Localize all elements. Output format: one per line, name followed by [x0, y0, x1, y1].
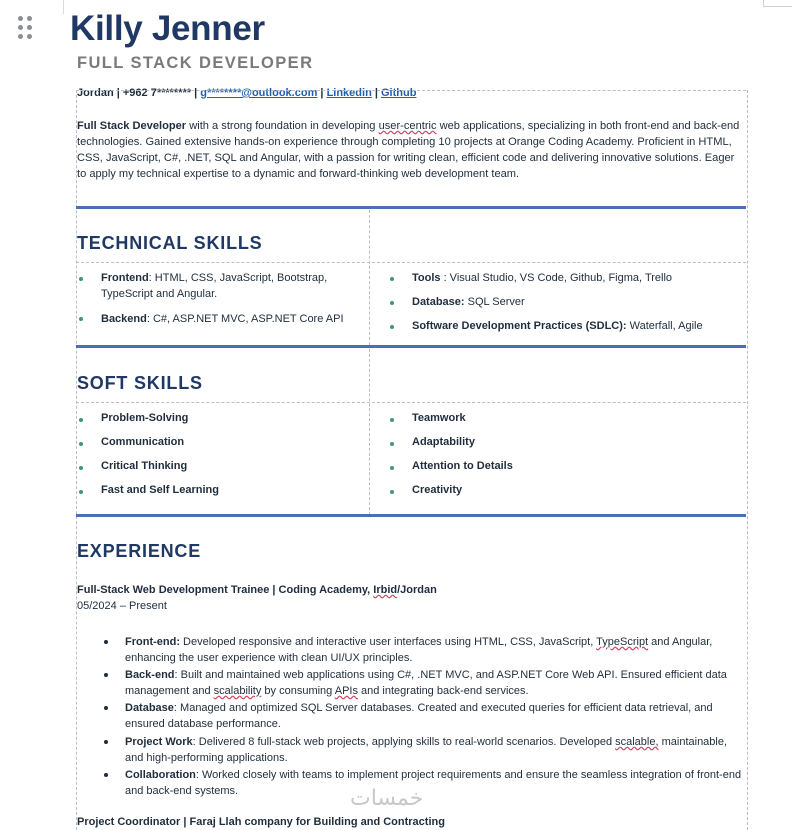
bullet-icon [104, 673, 108, 677]
bullet-icon [104, 773, 108, 777]
bullet-icon [390, 277, 394, 281]
candidate-role: FULL STACK DEVELOPER [77, 54, 314, 72]
page-corner-mark [763, 0, 792, 7]
linkedin-link[interactable]: Linkedin [326, 87, 372, 99]
soft-skill-item: Fast and Self Learning [101, 484, 219, 496]
table-rule [76, 90, 746, 91]
skill-backend: Backend: C#, ASP.NET MVC, ASP.NET Core API [101, 313, 344, 325]
drag-handle-icon[interactable] [16, 14, 36, 42]
skill-database: Database: SQL Server [412, 296, 525, 308]
bullet-icon [390, 466, 394, 470]
bullet-icon [390, 418, 394, 422]
watermark-logo: خمسات [350, 786, 424, 811]
github-link[interactable]: Github [381, 87, 417, 99]
soft-skill-item: Attention to Details [412, 460, 513, 472]
skill-tools: Tools : Visual Studio, VS Code, Github, Figma, Trello [412, 272, 673, 284]
bullet-icon [390, 490, 394, 494]
candidate-name: Killy Jenner [70, 9, 265, 48]
page-margin-rule [63, 0, 64, 14]
experience-item-backend: Back-end: Built and maintained web applications using C#, .NET MVC, and ASP.NET Core Web API. Ensured efficient data management and scalability by consuming APIs and integrating back-end services. [125, 669, 727, 697]
soft-skill-item: Creativity [412, 484, 463, 496]
soft-skill-item: Adaptability [412, 436, 475, 448]
table-rule [76, 402, 746, 403]
job-date: 05/2024 – Present [77, 600, 167, 612]
bullet-icon [390, 325, 394, 329]
section-divider [76, 206, 746, 209]
experience-item-frontend: Front-end: Developed responsive and interactive user interfaces using HTML, CSS, JavaScript, TypeScript and Angular, enhancing the user experience with clean UI/UX principles. [125, 636, 713, 664]
table-column-rule [369, 210, 370, 345]
experience-item-database: Database: Managed and optimized SQL Server databases. Created and executed queries for efficient data retrieval, and ensured database performance. [125, 702, 713, 730]
soft-skill-item: Critical Thinking [101, 460, 188, 472]
job-title: Full-Stack Web Development Trainee | Coding Academy, Irbid/Jordan [77, 584, 437, 596]
bullet-icon [79, 466, 83, 470]
bullet-icon [390, 301, 394, 305]
skill-frontend: Frontend: HTML, CSS, JavaScript, Bootstrap, TypeScript and Angular. [101, 272, 328, 300]
contact-location-phone: Jordan | +962 7******** [77, 87, 192, 99]
email-link[interactable]: g********@outlook.com [200, 87, 318, 99]
bullet-icon [104, 740, 108, 744]
next-job-title: Project Coordinator | Faraj Llah company for Building and Contracting [77, 816, 445, 828]
bullet-icon [104, 640, 108, 644]
soft-skills-title: SOFT SKILLS [77, 373, 203, 393]
technical-skills-title: TECHNICAL SKILLS [77, 233, 263, 253]
soft-skill-item: Communication [101, 436, 185, 448]
table-rule [76, 262, 746, 263]
bullet-icon [79, 277, 83, 281]
section-divider [76, 514, 746, 517]
bullet-icon [79, 317, 83, 321]
table-column-rule [369, 349, 370, 515]
experience-item-projects: Project Work: Delivered 8 full-stack web projects, applying skills to real-world scenarios. Developed scalable, maintainable, and high-performing applications. [125, 736, 728, 764]
skill-sdlc: Software Development Practices (SDLC): Waterfall, Agile [412, 320, 703, 332]
experience-item-collaboration: Collaboration: Worked closely with teams to implement project requirements and ensure the seamless integration of front-end and back-end systems. [125, 769, 742, 797]
soft-skill-item: Problem-Solving [101, 412, 189, 424]
soft-skill-item: Teamwork [412, 412, 466, 424]
experience-title: EXPERIENCE [77, 541, 202, 561]
summary-paragraph: Full Stack Developer with a strong foundation in developing user-centric web applications, specializing in both front-end and back-end technologies. Gained extensive hands-on experience through completing 10 projects at Orange Coding Academy. Proficient in HTML, CSS, JavaScript, C#, .NET, SQL and Angular, with a passion for writing clean, efficient code and delivering innovative solutions. Eager to apply my technical expertise to a dynamic and forward-thinking web development team. [77, 120, 740, 180]
section-divider [76, 345, 746, 348]
bullet-icon [79, 442, 83, 446]
contact-line: Jordan | +962 7******** | g********@outlook.com | Linkedin | Github [77, 87, 417, 99]
bullet-icon [79, 418, 83, 422]
bullet-icon [79, 490, 83, 494]
bullet-icon [390, 442, 394, 446]
bullet-icon [104, 706, 108, 710]
